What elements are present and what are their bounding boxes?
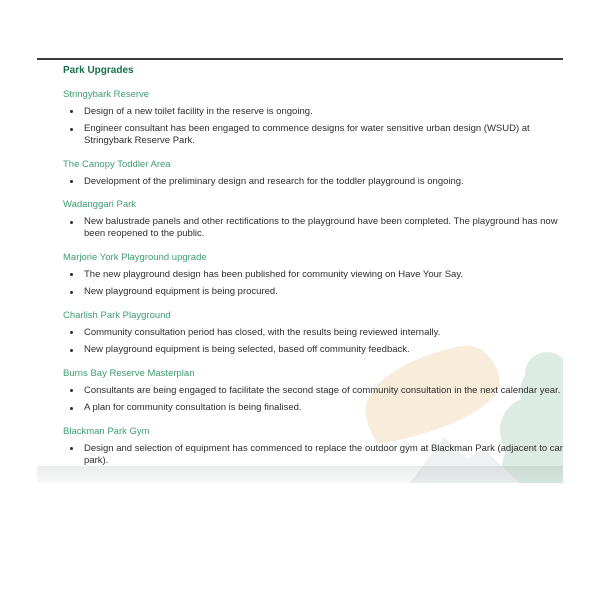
bullet-icon: [70, 273, 73, 276]
bullet-list: [63, 327, 563, 357]
bullet-list: [63, 269, 563, 299]
list-item: [63, 286, 563, 298]
bullet-icon: [70, 110, 73, 113]
list-item: [63, 344, 563, 356]
bullet-text: New playground equipment is being selected, based off community feedback.: [84, 344, 410, 355]
sections-container: [63, 83, 563, 473]
park-section: [63, 193, 563, 246]
page-title: Park Upgrades: [63, 65, 134, 76]
bullet-icon: [70, 180, 73, 183]
bullet-text: Engineer consultant has been engaged to commence designs for water sensitive urban design (WSUD) at Stringybark Reserve Park.: [84, 123, 530, 146]
bullet-text: Development of the preliminary design and research for the toddler playground is ongoing.: [84, 175, 464, 187]
list-item: [63, 269, 563, 281]
bullet-list: [63, 216, 563, 240]
bullet-icon: [70, 331, 73, 334]
park-heading: Burns Bay Reserve Masterplan: [63, 367, 195, 379]
bullet-icon: [70, 221, 73, 224]
bullet-icon: [70, 389, 73, 392]
park-heading: Charlish Park Playground: [63, 309, 171, 321]
bullet-text: New balustrade panels and other rectifications to the playground have been completed. The playground has now been reopened to the public.: [84, 216, 558, 239]
park-heading: Wadanggari Park: [63, 199, 137, 210]
list-item: [63, 176, 563, 188]
bullet-icon: [70, 291, 73, 294]
top-divider-line: [37, 58, 563, 60]
bullet-icon: [70, 128, 73, 131]
list-item: [63, 327, 563, 339]
bullet-list: [63, 385, 563, 415]
bullet-text: Community consultation period has closed, with the results being reviewed internally.: [84, 326, 441, 338]
list-item: [63, 443, 563, 467]
park-section: [63, 304, 563, 362]
bullet-list: [63, 176, 563, 188]
document-content: [63, 64, 563, 472]
list-item: [63, 402, 563, 414]
park-heading: Blackman Park Gym: [63, 425, 150, 437]
park-section: [63, 246, 563, 304]
bullet-text: The new playground design has been published for community viewing on Have Your Say.: [84, 268, 464, 280]
park-section: [63, 420, 563, 473]
park-heading: Stringybark Reserve: [63, 88, 150, 100]
list-item: [63, 123, 563, 147]
bullet-icon: [70, 349, 73, 352]
park-heading: The Canopy Toddler Area: [63, 158, 171, 170]
bullet-icon: [70, 407, 73, 410]
bullet-text: Consultants are being engaged to facilitate the second stage of community consultation in the next calendar year.: [84, 384, 561, 396]
bullet-text: New playground equipment is being procured.: [84, 286, 278, 297]
list-item: [63, 216, 563, 240]
list-item: [63, 106, 563, 118]
park-section: [63, 153, 563, 194]
list-item: [63, 385, 563, 397]
park-section: [63, 362, 563, 420]
bullet-text: A plan for community consultation is being finalised.: [84, 402, 302, 413]
bullet-text: Design and selection of equipment has commenced to replace the outdoor gym at Blackman Park (adjacent to car park).: [84, 442, 563, 466]
bullet-list: [63, 106, 563, 148]
bullet-icon: [70, 447, 73, 450]
park-heading: Marjorie York Playground upgrade: [63, 251, 207, 263]
park-section: [63, 83, 563, 153]
bullet-list: [63, 443, 563, 467]
bullet-text: Design of a new toilet facility in the reserve is ongoing.: [84, 105, 313, 117]
